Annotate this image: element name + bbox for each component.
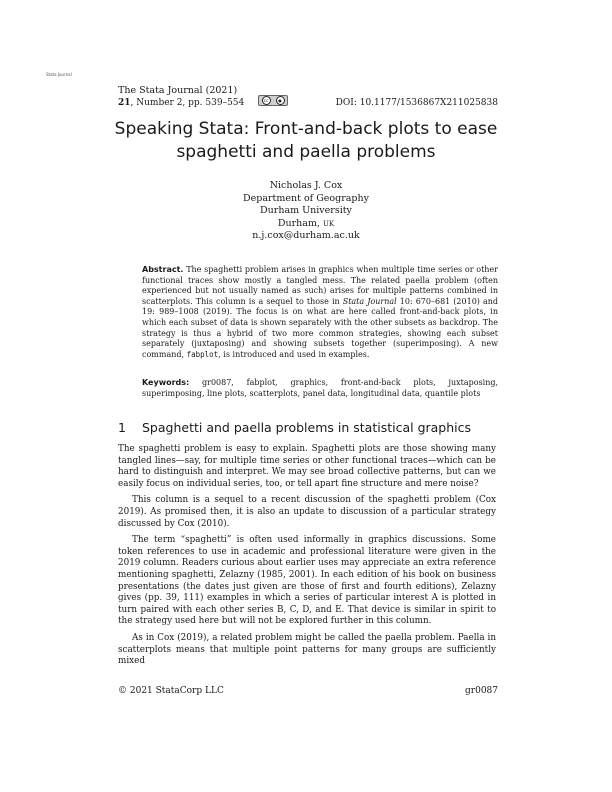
- cc-badge-text: cc: [262, 96, 271, 105]
- top-link[interactable]: Stata Journal: [46, 72, 72, 77]
- paragraph: This column is a sequel to a recent discussion of the spaghetti problem (Cox 2019). As promised then, it is also an update to discussion of a particular strategy discussed by Cox (2010).: [118, 495, 496, 529]
- keywords-text: gr0087, fabplot, graphics, front-and-back plots, juxtaposing, superimposing, line plots, scatterplots, panel data, longitudinal data, quantile plots: [142, 378, 499, 398]
- section-title: Spaghetti and paella problems in statistical graphics: [142, 420, 472, 435]
- volume-number: 21: [118, 98, 131, 108]
- author-name: Nicholas J. Cox: [269, 180, 343, 191]
- issue-info: [118, 97, 244, 109]
- paragraph: As in Cox (2019), a related problem might be called the paella problem. Paella in scatterplots means that multiple point patterns for many groups are sufficiently mixed: [118, 632, 496, 667]
- paragraph: The spaghetti problem is easy to explain. Spaghetti plots are those showing many tangled lines—say, for multiple time series or other functional traces—which can be hard to distinguish and interpret. We may see broad collective patterns, but can we easily focus on individual series, too, or tell apart fine structure and mere noise?: [118, 444, 496, 489]
- footer-code: gr0087: [465, 686, 498, 696]
- abstract-text-1: The spaghetti problem arises in graphics when multiple time series or other functional traces show mostly a tangled mess. The related paella problem (often experienced but not usually named as such) arises for multiple patterns combined in scatterplots. This column is a sequel to those in: [142, 265, 498, 306]
- abstract: [142, 265, 498, 360]
- issue-pages: , Number 2, pp. 539–554: [130, 98, 245, 108]
- section-heading: [118, 420, 471, 435]
- author-email[interactable]: n.j.cox@durham.ac.uk: [252, 230, 360, 241]
- cc-license-badge-icon[interactable]: [258, 95, 288, 106]
- abstract-text-3: , is introduced and used in examples.: [218, 349, 370, 359]
- keywords: [142, 378, 498, 399]
- author-country: UK: [322, 219, 335, 228]
- body-text: [118, 444, 496, 673]
- person-icon: ●: [276, 96, 285, 105]
- abstract-text-2: 10: 670–681 (2010) and 19: 989–1008 (2019). The focus is on what are here called front-and-back plots, in which each subset of data is shown separately with the other subsets as backdrop. The strategy is thus a hybrid of two more common strategies, showing each subset separately (juxtaposing) and showing subsets together (superimposing). A new command,: [142, 296, 499, 359]
- abstract-command: fabplot: [186, 349, 219, 359]
- abstract-label: Abstract.: [142, 265, 184, 274]
- keywords-label: Keywords:: [142, 378, 190, 387]
- journal-name: The Stata Journal (2021): [118, 85, 238, 96]
- doi[interactable]: DOI: 10.1177/1536867X211025838: [335, 98, 498, 108]
- abstract-journal-ref: Stata Journal: [342, 296, 397, 306]
- footer-copyright: © 2021 StataCorp LLC: [118, 686, 224, 696]
- paper-title: Speaking Stata: Front-and-back plots to ease spaghetti and paella problems: [114, 119, 498, 162]
- paragraph: The term “spaghetti” is often used informally in graphics discussions. Some token references to use in academic and professional literature were given in the 2019 column. Readers curious about earlier uses may appreciate an extra reference mentioning spaghetti, Zelazny (1985, 2001). In each edition of his book on business presentations (the dates just given are those of first and fourth editions), Zelazny gives (pp. 39, 111) examples in which a series of particular interest A is plotted in turn paired with each other series B, C, D, and E. That device is similar in spirit to the strategy used here but will not be explored further in this column.: [118, 535, 496, 627]
- author-block: [100, 180, 512, 243]
- author-university: Durham University: [260, 205, 352, 216]
- author-department: Department of Geography: [243, 192, 369, 204]
- author-city: Durham,: [277, 217, 320, 229]
- section-number: 1: [118, 420, 126, 435]
- author-location: [100, 218, 512, 231]
